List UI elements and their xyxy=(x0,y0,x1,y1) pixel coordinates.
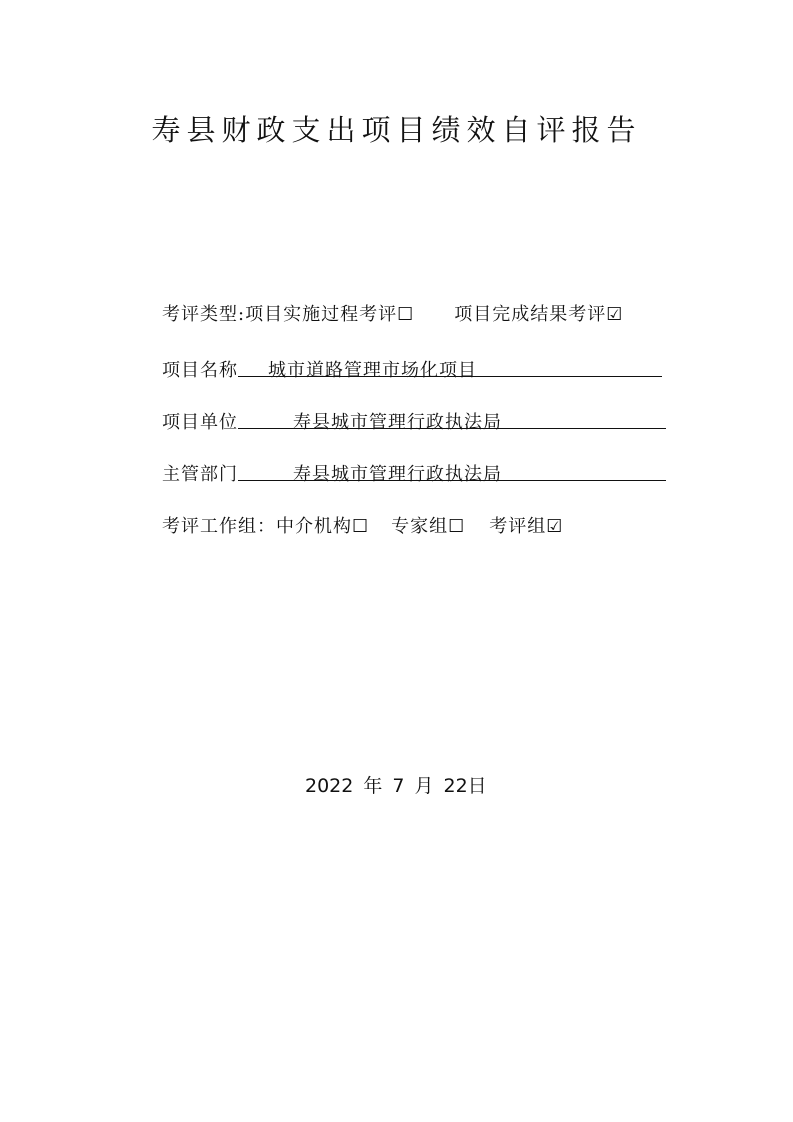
date-year-unit: 年 xyxy=(363,775,383,797)
project-unit-field xyxy=(238,408,666,433)
work-group-option-agency: 中介机构 xyxy=(276,516,352,537)
checkbox-unchecked-icon[interactable]: ☐ xyxy=(448,516,466,537)
eval-type-label: 考评类型: xyxy=(162,304,246,325)
supervisor-value: 寿县城市管理行政执法局 xyxy=(293,464,502,485)
report-title: 寿县财政支出项目绩效自评报告 xyxy=(151,113,642,147)
checkbox-checked-icon[interactable]: ☑ xyxy=(546,516,564,537)
eval-type-row xyxy=(162,300,623,326)
checkbox-checked-icon[interactable]: ☑ xyxy=(606,304,624,325)
project-name-label: 项目名称 xyxy=(162,360,238,381)
supervisor-row xyxy=(162,460,666,486)
report-date xyxy=(305,771,487,798)
work-group-row xyxy=(162,512,563,538)
supervisor-field xyxy=(238,460,666,485)
project-unit-value: 寿县城市管理行政执法局 xyxy=(293,412,502,433)
project-name-row xyxy=(162,356,662,382)
work-group-option-eval: 考评组 xyxy=(489,516,547,537)
project-name-field xyxy=(238,356,662,381)
supervisor-label: 主管部门 xyxy=(162,464,238,485)
date-day: 22 xyxy=(443,775,468,797)
project-name-value: 城市道路管理市场化项目 xyxy=(268,360,477,381)
eval-type-option-process: 项目实施过程考评 xyxy=(245,304,398,325)
checkbox-unchecked-icon[interactable]: ☐ xyxy=(352,516,370,537)
date-month: 7 xyxy=(392,775,405,797)
date-day-unit: 日 xyxy=(467,775,487,797)
eval-type-option-result: 项目完成结果考评 xyxy=(454,304,607,325)
work-group-label: 考评工作组： xyxy=(162,516,276,537)
date-year: 2022 xyxy=(305,775,354,797)
date-month-unit: 月 xyxy=(414,775,434,797)
project-unit-row xyxy=(162,408,666,434)
project-unit-label: 项目单位 xyxy=(162,412,238,433)
checkbox-unchecked-icon[interactable]: ☐ xyxy=(397,304,415,325)
work-group-option-experts: 专家组 xyxy=(391,516,449,537)
